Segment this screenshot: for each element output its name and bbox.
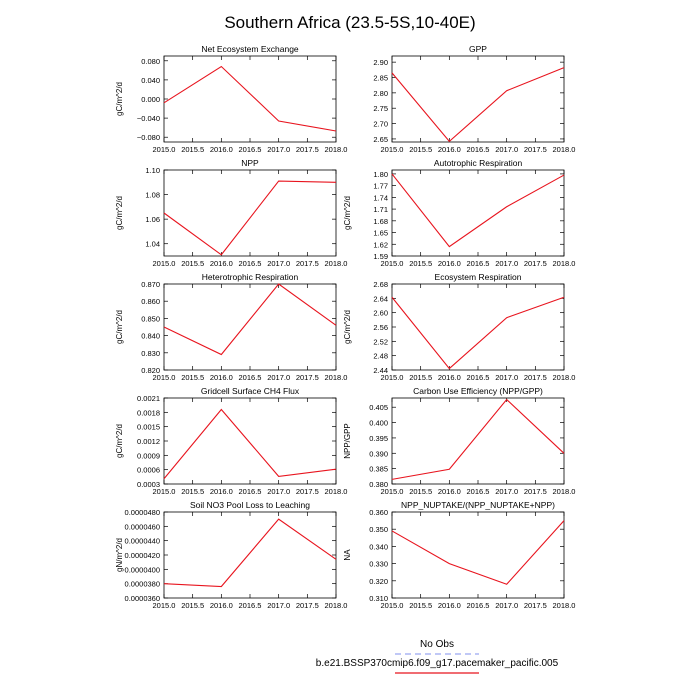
x-tick-label: 2016.5 xyxy=(466,373,490,382)
x-tick-label: 2016.0 xyxy=(209,487,233,496)
plot-frame xyxy=(164,284,336,370)
plot-frame xyxy=(392,56,564,142)
y-tick-label: 2.60 xyxy=(373,308,388,318)
x-tick-label: 2015.0 xyxy=(380,259,404,268)
series-line xyxy=(392,68,564,142)
x-tick-label: 2015.5 xyxy=(181,601,205,610)
x-tick-label: 2015.5 xyxy=(181,145,205,154)
x-tick-label: 2016.5 xyxy=(466,145,490,154)
x-tick-label: 2018.0 xyxy=(552,373,576,382)
x-tick-label: 2016.0 xyxy=(437,259,461,268)
series-line xyxy=(164,519,336,586)
plot-frame xyxy=(392,170,564,256)
x-tick-label: 2018.0 xyxy=(552,601,576,610)
y-tick-label: 0.840 xyxy=(141,331,160,341)
series-line xyxy=(392,400,564,480)
x-tick-label: 2015.5 xyxy=(181,487,205,496)
y-tick-label: 2.64 xyxy=(373,294,388,304)
x-tick-label: 2017.0 xyxy=(495,259,519,268)
x-tick-label: 2018.0 xyxy=(324,487,348,496)
x-tick-label: 2016.5 xyxy=(238,487,262,496)
series-line xyxy=(392,174,564,247)
x-tick-label: 2016.5 xyxy=(238,601,262,610)
chart-panel-3 xyxy=(343,158,575,268)
y-tick-label: 1.10 xyxy=(145,166,160,175)
chart-title: Carbon Use Efficiency (NPP/GPP) xyxy=(413,386,543,396)
chart-title: GPP xyxy=(469,44,487,54)
x-tick-label: 2017.0 xyxy=(495,601,519,610)
y-tick-label: 0.0003 xyxy=(137,480,160,489)
x-tick-label: 2018.0 xyxy=(324,601,348,610)
x-tick-label: 2018.0 xyxy=(324,259,348,268)
y-axis-label: gC/m^2/d xyxy=(115,424,124,458)
y-tick-label: 1.06 xyxy=(145,215,160,225)
series-line xyxy=(164,67,336,131)
x-tick-label: 2016.0 xyxy=(437,487,461,496)
y-tick-label: 0.340 xyxy=(369,542,388,552)
y-tick-label: 2.68 xyxy=(373,280,388,289)
x-tick-label: 2015.0 xyxy=(152,373,176,382)
y-tick-label: 0.380 xyxy=(369,480,388,489)
x-tick-label: 2015.0 xyxy=(152,145,176,154)
y-tick-label: 2.65 xyxy=(373,134,388,144)
x-tick-label: 2016.0 xyxy=(209,259,233,268)
y-tick-label: 0.405 xyxy=(369,403,388,413)
y-tick-label: 0.0000460 xyxy=(124,522,160,532)
y-tick-label: 1.08 xyxy=(145,190,160,200)
x-tick-label: 2016.5 xyxy=(238,145,262,154)
y-tick-label: 0.400 xyxy=(369,418,388,428)
y-axis-label: gC/m^2/d xyxy=(343,310,352,344)
x-tick-label: 2018.0 xyxy=(324,145,348,154)
x-tick-label: 2015.0 xyxy=(152,601,176,610)
x-tick-label: 2017.0 xyxy=(267,487,291,496)
plot-frame xyxy=(392,512,564,598)
y-tick-label: −0.040 xyxy=(136,114,160,124)
x-tick-label: 2018.0 xyxy=(552,145,576,154)
x-tick-label: 2015.0 xyxy=(380,601,404,610)
x-tick-label: 2017.5 xyxy=(523,487,547,496)
x-tick-label: 2017.5 xyxy=(523,601,547,610)
x-tick-label: 2016.5 xyxy=(238,259,262,268)
y-tick-label: 0.080 xyxy=(141,56,160,66)
y-tick-label: 0.390 xyxy=(369,449,388,459)
y-tick-label: 0.870 xyxy=(141,280,160,289)
x-tick-label: 2015.5 xyxy=(409,487,433,496)
x-tick-label: 2015.0 xyxy=(152,259,176,268)
y-axis-label: gN/m^2/d xyxy=(115,538,124,572)
y-tick-label: 0.385 xyxy=(369,464,388,474)
y-tick-label: 0.820 xyxy=(141,366,160,375)
chart-panel-7 xyxy=(343,386,575,496)
x-tick-label: 2015.5 xyxy=(409,259,433,268)
x-tick-label: 2015.5 xyxy=(181,259,205,268)
y-tick-label: 0.0012 xyxy=(137,437,160,446)
y-tick-label: 0.0000360 xyxy=(124,594,160,603)
chart-panel-5 xyxy=(343,272,575,382)
x-tick-label: 2017.0 xyxy=(267,145,291,154)
chart-panel-1 xyxy=(373,44,575,154)
y-tick-label: 0.0000480 xyxy=(124,508,160,517)
x-tick-label: 2017.5 xyxy=(295,487,319,496)
chart-title: Gridcell Surface CH4 Flux xyxy=(200,386,300,396)
chart-panel-2 xyxy=(115,158,347,268)
y-tick-label: 1.04 xyxy=(145,239,160,249)
chart-panel-0 xyxy=(115,44,347,154)
y-tick-label: 0.350 xyxy=(369,525,388,535)
x-tick-label: 2017.5 xyxy=(523,259,547,268)
plot-frame xyxy=(164,170,336,256)
x-tick-label: 2016.0 xyxy=(209,145,233,154)
x-tick-label: 2017.0 xyxy=(267,373,291,382)
x-tick-label: 2015.0 xyxy=(380,145,404,154)
x-tick-label: 2016.0 xyxy=(437,601,461,610)
y-axis-label: gC/m^2/d xyxy=(115,196,124,230)
legend-label-model-run: b.e21.BSSP370cmip6.f09_g17.pacemaker_pacific.005 xyxy=(315,658,559,669)
x-tick-label: 2017.0 xyxy=(495,373,519,382)
x-tick-label: 2015.0 xyxy=(380,373,404,382)
chart-title: NPP xyxy=(241,158,259,168)
y-tick-label: 0.860 xyxy=(141,297,160,307)
panels-group xyxy=(115,44,575,610)
y-tick-label: 2.48 xyxy=(373,351,388,361)
y-axis-label: NA xyxy=(343,549,352,561)
y-tick-label: 0.395 xyxy=(369,433,388,443)
x-tick-label: 2015.5 xyxy=(409,145,433,154)
x-tick-label: 2016.5 xyxy=(238,373,262,382)
x-tick-label: 2017.0 xyxy=(495,487,519,496)
x-tick-label: 2016.0 xyxy=(209,601,233,610)
x-tick-label: 2016.5 xyxy=(466,487,490,496)
y-tick-label: 1.71 xyxy=(373,205,388,215)
x-tick-label: 2017.5 xyxy=(295,373,319,382)
y-tick-label: 0.0015 xyxy=(137,422,160,432)
y-tick-label: 1.65 xyxy=(373,228,388,238)
x-tick-label: 2018.0 xyxy=(552,259,576,268)
x-tick-label: 2015.5 xyxy=(409,373,433,382)
x-tick-label: 2017.0 xyxy=(267,601,291,610)
y-tick-label: 2.44 xyxy=(373,366,388,375)
plot-frame xyxy=(164,56,336,142)
chart-title: Ecosystem Respiration xyxy=(434,272,522,282)
y-axis-label: gC/m^2/d xyxy=(115,310,124,344)
y-tick-label: 0.040 xyxy=(141,75,160,85)
page-title: Southern Africa (23.5-5S,10-40E) xyxy=(224,13,476,32)
y-tick-label: 0.0000440 xyxy=(124,536,160,546)
y-tick-label: 1.80 xyxy=(373,169,388,179)
chart-panel-8 xyxy=(115,500,347,610)
x-tick-label: 2016.0 xyxy=(437,373,461,382)
chart-panel-6 xyxy=(115,386,347,496)
y-tick-label: 0.0009 xyxy=(137,451,160,461)
y-axis-label: gC/m^2/d xyxy=(115,82,124,116)
y-tick-label: 0.0006 xyxy=(137,465,160,475)
plot-frame xyxy=(392,398,564,484)
x-tick-label: 2017.5 xyxy=(295,259,319,268)
plot-frame xyxy=(392,284,564,370)
series-line xyxy=(164,284,336,355)
y-tick-label: 0.0018 xyxy=(137,408,160,418)
x-tick-label: 2017.5 xyxy=(295,145,319,154)
x-tick-label: 2016.0 xyxy=(209,373,233,382)
x-tick-label: 2018.0 xyxy=(552,487,576,496)
x-tick-label: 2018.0 xyxy=(324,373,348,382)
x-tick-label: 2017.0 xyxy=(267,259,291,268)
y-tick-label: 1.77 xyxy=(373,181,388,191)
y-tick-label: 0.830 xyxy=(141,348,160,358)
y-tick-label: 1.59 xyxy=(373,252,388,261)
y-tick-label: 2.56 xyxy=(373,323,388,332)
chart-title: Soil NO3 Pool Loss to Leaching xyxy=(189,500,311,510)
y-tick-label: 0.310 xyxy=(369,594,388,603)
y-axis-label: NPP/GPP xyxy=(343,423,352,459)
x-tick-label: 2015.5 xyxy=(181,373,205,382)
y-tick-label: 1.62 xyxy=(373,240,388,250)
chart-panel-4 xyxy=(115,272,347,382)
y-tick-label: 0.850 xyxy=(141,314,160,324)
y-tick-label: 2.52 xyxy=(373,337,388,347)
y-tick-label: 0.360 xyxy=(369,508,388,517)
legend xyxy=(316,639,559,673)
series-line xyxy=(164,409,336,478)
y-tick-label: 0.0000400 xyxy=(124,565,160,575)
series-line xyxy=(392,297,564,368)
y-tick-label: 2.80 xyxy=(373,88,388,98)
x-tick-label: 2016.5 xyxy=(466,259,490,268)
x-tick-label: 2017.0 xyxy=(495,145,519,154)
y-tick-label: 0.0000380 xyxy=(124,579,160,589)
y-axis-label: gC/m^2/d xyxy=(343,196,352,230)
x-tick-label: 2015.0 xyxy=(380,487,404,496)
y-tick-label: 0.000 xyxy=(141,95,160,104)
series-line xyxy=(392,521,564,585)
chart-title: NPP_NUPTAKE/(NPP_NUPTAKE+NPP) xyxy=(401,500,555,510)
x-tick-label: 2016.0 xyxy=(437,145,461,154)
x-tick-label: 2016.5 xyxy=(466,601,490,610)
y-tick-label: 0.330 xyxy=(369,559,388,569)
y-tick-label: 2.85 xyxy=(373,73,388,83)
chart-title: Heterotrophic Respiration xyxy=(201,272,299,282)
chart-title: Autotrophic Respiration xyxy=(433,158,523,168)
x-tick-label: 2017.5 xyxy=(295,601,319,610)
y-tick-label: 1.74 xyxy=(373,193,388,203)
y-tick-label: 1.68 xyxy=(373,216,388,226)
x-tick-label: 2017.5 xyxy=(523,373,547,382)
series-line xyxy=(164,181,336,255)
plot-frame xyxy=(164,398,336,484)
chart-panel-9 xyxy=(343,500,575,610)
y-tick-label: 0.320 xyxy=(369,576,388,586)
x-tick-label: 2015.5 xyxy=(409,601,433,610)
y-tick-label: −0.080 xyxy=(136,133,160,143)
y-tick-label: 2.70 xyxy=(373,119,388,129)
x-tick-label: 2015.0 xyxy=(152,487,176,496)
legend-label-no-obs: No Obs xyxy=(420,639,454,650)
y-tick-label: 2.75 xyxy=(373,104,388,114)
y-tick-label: 0.0021 xyxy=(137,394,160,403)
y-tick-label: 2.90 xyxy=(373,58,388,68)
chart-title: Net Ecosystem Exchange xyxy=(201,44,299,54)
y-tick-label: 0.0000420 xyxy=(124,551,160,560)
x-tick-label: 2017.5 xyxy=(523,145,547,154)
